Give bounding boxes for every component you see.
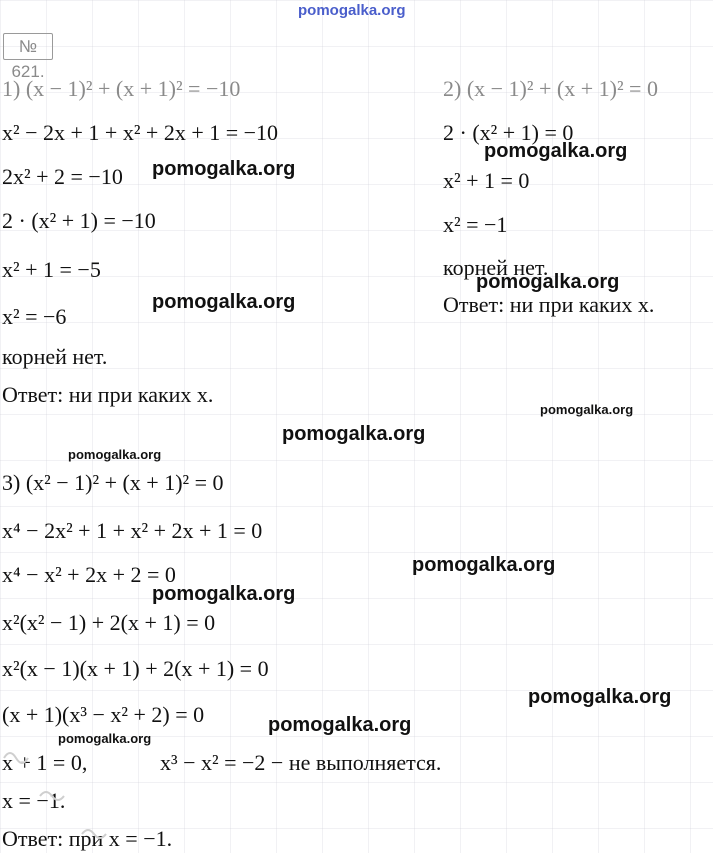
watermark: pomogalka.org bbox=[152, 158, 296, 180]
part3-step: x²(x − 1)(x + 1) + 2(x + 1) = 0 bbox=[2, 656, 269, 681]
part2-conclusion: корней нет. bbox=[443, 255, 549, 280]
watermark: pomogalka.org bbox=[152, 583, 296, 605]
watermark: pomogalka.org bbox=[68, 447, 162, 462]
scribble-mark bbox=[2, 746, 142, 846]
part3-step: x = −1. bbox=[2, 788, 66, 813]
watermark: pomogalka.org bbox=[528, 686, 672, 708]
part2-step: 2 · (x² + 1) = 0 bbox=[443, 120, 574, 145]
watermark: pomogalka.org bbox=[484, 140, 628, 162]
part1-step: 2 · (x² + 1) = −10 bbox=[2, 208, 156, 233]
part1-answer: Ответ: ни при каких x. bbox=[2, 382, 214, 407]
part2-step: x² = −1 bbox=[443, 212, 508, 237]
watermark: pomogalka.org bbox=[268, 714, 412, 736]
watermark: pomogalka.org bbox=[476, 271, 620, 293]
watermark: pomogalka.org bbox=[58, 731, 152, 746]
watermark: pomogalka.org bbox=[540, 402, 634, 417]
part1-conclusion: корней нет. bbox=[2, 344, 108, 369]
part1-step: x² = −6 bbox=[2, 304, 67, 329]
part3-answer: Ответ: при x = −1. bbox=[2, 826, 173, 851]
part3-step: x⁴ − x² + 2x + 2 = 0 bbox=[2, 562, 176, 587]
part3-step: (x + 1)(x³ − x² + 2) = 0 bbox=[2, 702, 205, 727]
watermark: pomogalka.org bbox=[282, 423, 426, 445]
problem-number: № 621. bbox=[3, 33, 53, 60]
part1-step: x² + 1 = −5 bbox=[2, 257, 101, 282]
part2-answer: Ответ: ни при каких x. bbox=[443, 292, 655, 317]
watermark: pomogalka.org bbox=[152, 291, 296, 313]
watermark: pomogalka.org bbox=[412, 554, 556, 576]
part3-step: x⁴ − 2x² + 1 + x² + 2x + 1 = 0 bbox=[2, 518, 263, 543]
part1-step: x² − 2x + 1 + x² + 2x + 1 = −10 bbox=[2, 120, 279, 145]
part1-step: 2x² + 2 = −10 bbox=[2, 164, 123, 189]
part2-equation: 2) (x − 1)² + (x + 1)² = 0 bbox=[443, 76, 658, 101]
part3-step: x³ − x² = −2 − не выполняется. bbox=[160, 750, 442, 775]
site-watermark-top: pomogalka.org bbox=[298, 2, 406, 19]
part3-equation: 3) (x² − 1)² + (x + 1)² = 0 bbox=[2, 470, 224, 495]
part3-step: x + 1 = 0, bbox=[2, 750, 88, 775]
part3-step: x²(x² − 1) + 2(x + 1) = 0 bbox=[2, 610, 216, 635]
part2-step: x² + 1 = 0 bbox=[443, 168, 530, 193]
part1-equation: 1) (x − 1)² + (x + 1)² = −10 bbox=[2, 76, 241, 101]
